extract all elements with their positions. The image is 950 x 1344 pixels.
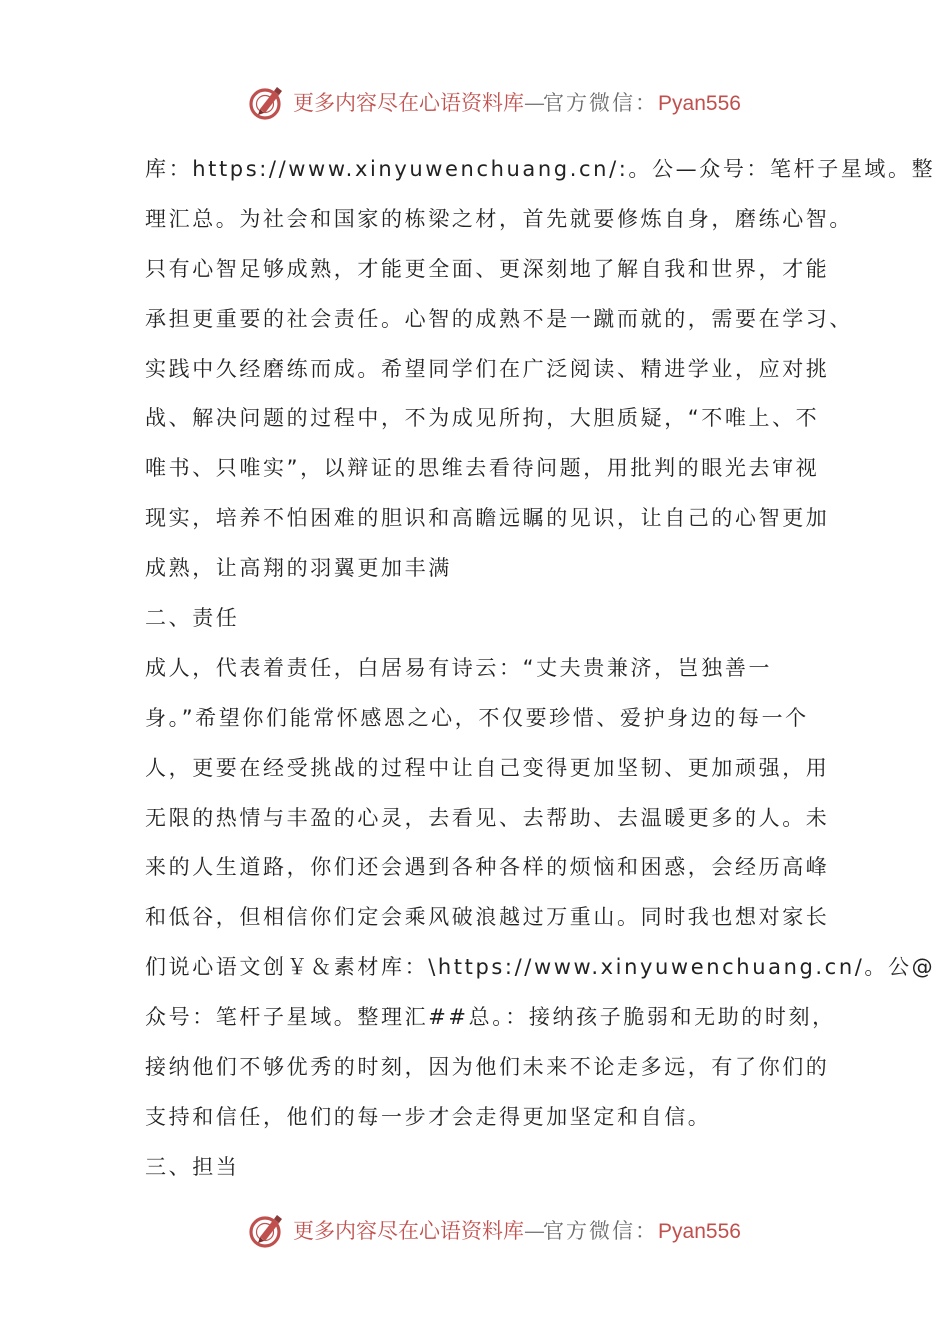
footer-wechat-label: 官方微信： — [543, 1219, 659, 1243]
footer-banner-inner — [209, 1210, 741, 1250]
document-body — [145, 145, 936, 1193]
body-line: 众号：笔杆子星域。整理汇##总。：接纳孩子脆弱和无助的时刻， — [145, 1005, 836, 1030]
body-line: 只有心智足够成熟，才能更全面、更深刻地了解自我和世界，才能 — [145, 256, 830, 281]
body-line: 接纳他们不够优秀的时刻，因为他们未来不论走多远，有了你们的 — [145, 1055, 830, 1080]
header-banner-inner — [209, 82, 741, 122]
header-dash: — — [524, 91, 544, 115]
body-line: 库：https://www.xinyuwenchuang.cn/:。公—众号：笔杆子星域。整 — [145, 157, 936, 181]
body-line: 承担更重要的社会责任。心智的成熟不是一蹴而就的，需要在学习、 — [145, 306, 853, 331]
footer-site-text: 更多内容尽在心语资料库 — [293, 1219, 525, 1243]
header-wechat-label: 官方微信： — [543, 91, 659, 115]
body-line: 实践中久经磨练而成。希望同学们在广泛阅读、精进学业，应对挑 — [145, 356, 830, 381]
header-banner — [0, 80, 950, 124]
body-line: 和低谷，但相信你们定会乘风破浪越过万重山。同时我也想对家长 — [145, 905, 830, 930]
body-line: 身。”希望你们能常怀感恩之心，不仅要珍惜、爱护身边的每一个 — [145, 705, 809, 730]
body-line: 来的人生道路，你们还会遇到各种各样的烦恼和困惑，会经历高峰 — [145, 855, 830, 880]
footer-wechat-handle: Pyan556 — [658, 1220, 741, 1243]
header-site-text: 更多内容尽在心语资料库 — [293, 91, 525, 115]
header-wechat-handle: Pyan556 — [658, 92, 741, 115]
pen-circle-icon — [247, 1210, 287, 1250]
body-line: 成熟，让高翔的羽翼更加丰满 — [145, 556, 452, 581]
body-line: 无限的热情与丰盈的心灵，去看见、去帮助、去温暖更多的人。未 — [145, 805, 830, 830]
footer-dash: — — [524, 1219, 544, 1243]
body-line: 支持和信任，他们的每一步才会走得更加坚定和自信。 — [145, 1104, 712, 1129]
section-heading: 二、责任 — [145, 606, 240, 631]
body-line: 唯书、只唯实”，以辩证的思维去看待问题，用批判的眼光去审视 — [145, 456, 820, 481]
pen-circle-icon — [247, 82, 287, 122]
body-line: 们说心语文创￥＆素材库：\https://www.xinyuwenchuang.cn/。公@ — [145, 955, 936, 980]
body-line: 现实，培养不怕困难的胆识和高瞻远瞩的见识，让自己的心智更加 — [145, 506, 830, 531]
footer-banner-text — [293, 1215, 741, 1245]
body-line: 人，更要在经受挑战的过程中让自己变得更加坚韧、更加顽强，用 — [145, 755, 830, 780]
body-line: 理汇总。为社会和国家的栋梁之材，首先就要修炼自身，磨练心智。 — [145, 206, 853, 231]
body-line: 成人，代表着责任，白居易有诗云：“丈夫贵兼济，岂独善一 — [145, 655, 773, 680]
section-heading: 三、担当 — [145, 1154, 240, 1179]
header-banner-text — [293, 87, 741, 117]
footer-banner — [0, 1208, 950, 1252]
body-line: 战、解决问题的过程中，不为成见所拘，大胆质疑，“不唯上、不 — [145, 406, 820, 431]
